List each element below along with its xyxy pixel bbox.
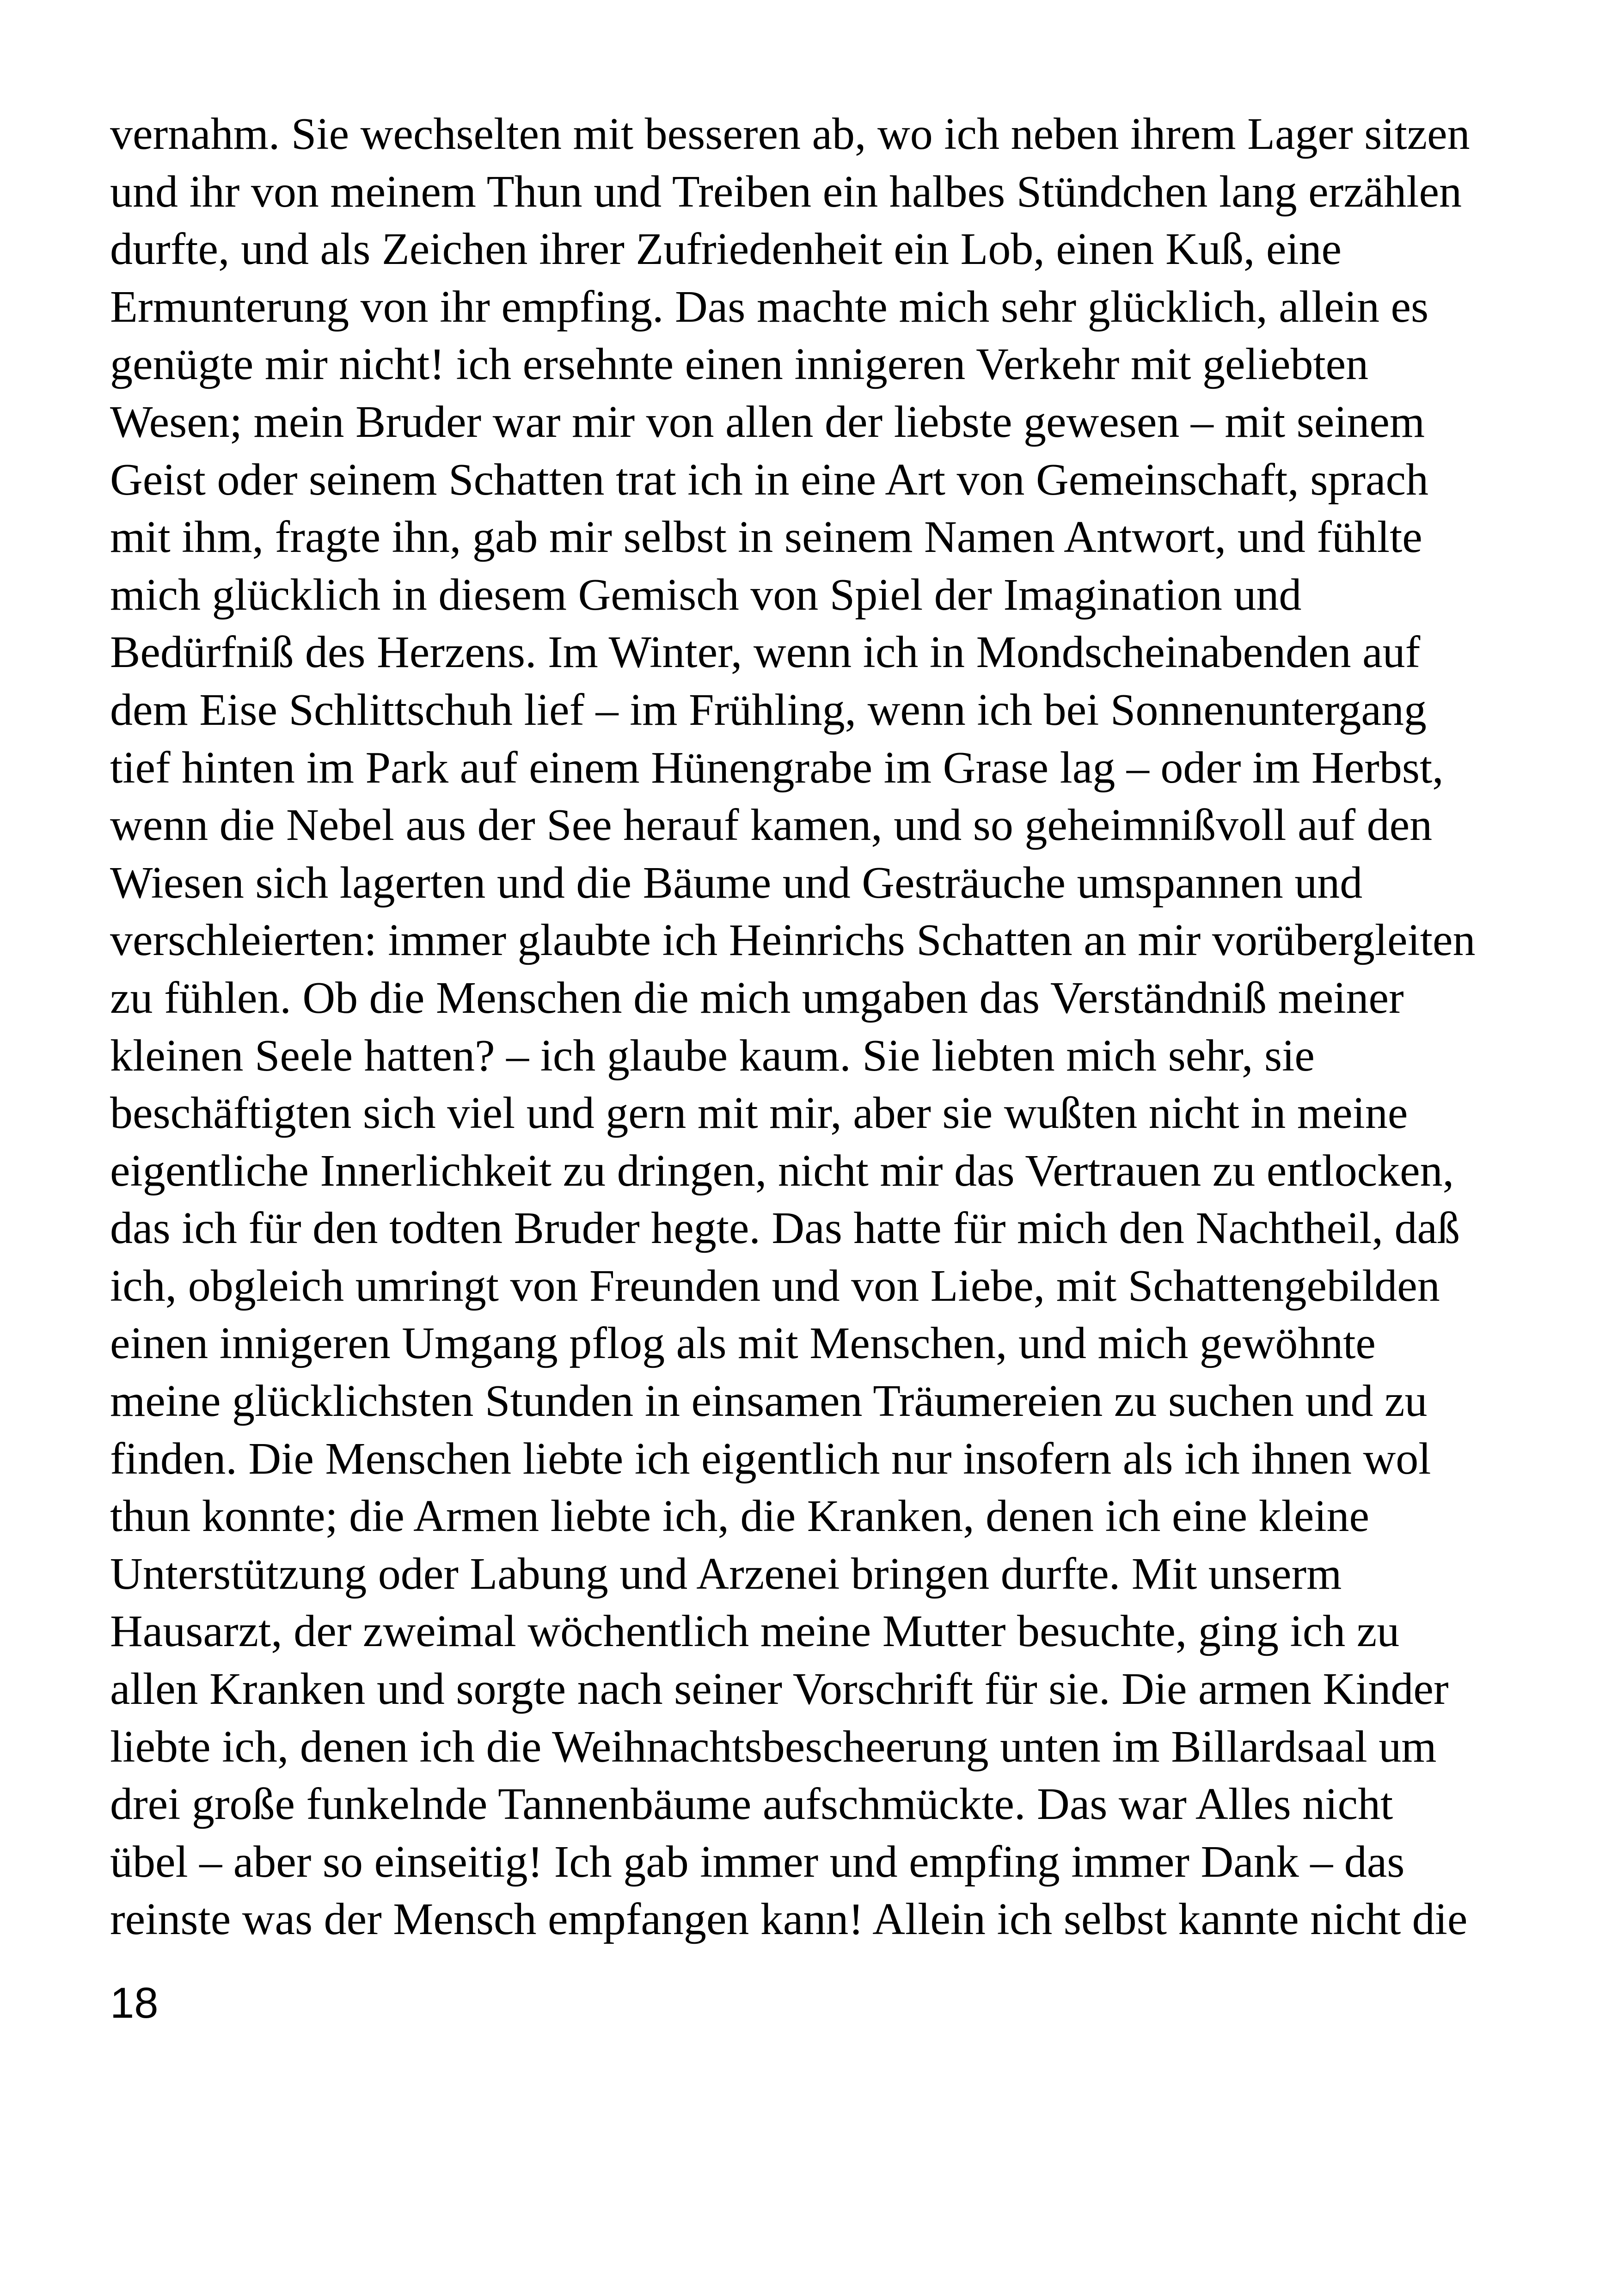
text-line: eigentliche Innerlichkeit zu dringen, nicht mir das Vertrauen zu entlocken, — [110, 1145, 1454, 1196]
text-line: allen Kranken und sorgte nach seiner Vorschrift für sie. Die armen Kinder — [110, 1664, 1449, 1714]
text-line: thun konnte; die Armen liebte ich, die Kranken, denen ich eine kleine — [110, 1491, 1370, 1542]
text-line: Geist oder seinem Schatten trat ich in eine Art von Gemeinschaft, sprach — [110, 454, 1429, 505]
text-line: Ermunterung von ihr empfing. Das machte mich sehr glücklich, allein es — [110, 282, 1429, 332]
text-line: mich glücklich in diesem Gemisch von Spiel der Imagination und — [110, 569, 1302, 620]
text-line: Wiesen sich lagerten und die Bäume und Gesträuche umspannen und — [110, 857, 1363, 908]
text-line: Wesen; mein Bruder war mir von allen der liebste gewesen – mit seinem — [110, 397, 1425, 447]
text-line: liebte ich, denen ich die Weihnachtsbescheerung unten im Billardsaal um — [110, 1721, 1437, 1772]
body-text — [110, 105, 1515, 1948]
text-line: zu fühlen. Ob die Menschen die mich umgaben das Verständniß meiner — [110, 973, 1404, 1023]
text-line: beschäftigten sich viel und gern mit mir, aber sie wußten nicht in meine — [110, 1088, 1408, 1139]
text-line: kleinen Seele hatten? – ich glaube kaum. Sie liebten mich sehr, sie — [110, 1030, 1315, 1081]
text-line: dem Eise Schlittschuh lief – im Frühling, wenn ich bei Sonnenuntergang — [110, 685, 1427, 735]
text-line: drei große funkelnde Tannenbäume aufschmückte. Das war Alles nicht — [110, 1779, 1393, 1830]
text-line: und ihr von meinem Thun und Treiben ein halbes Stündchen lang erzählen — [110, 166, 1462, 217]
text-line: ich, obgleich umringt von Freunden und von Liebe, mit Schattengebilden — [110, 1261, 1440, 1311]
text-line: reinste was der Mensch empfangen kann! Allein ich selbst kannte nicht die — [110, 1894, 1468, 1945]
text-line: das ich für den todten Bruder hegte. Das hatte für mich den Nachtheil, daß — [110, 1203, 1460, 1254]
text-line: Unterstützung oder Labung und Arzenei bringen durfte. Mit unserm — [110, 1549, 1342, 1599]
text-line: finden. Die Menschen liebte ich eigentlich nur insofern als ich ihnen wol — [110, 1433, 1431, 1484]
page-number: 18 — [110, 1978, 159, 2027]
text-line: übel – aber so einseitig! Ich gab immer und empfing immer Dank – das — [110, 1837, 1405, 1887]
text-line: Bedürfniß des Herzens. Im Winter, wenn ich in Mondscheinabenden auf — [110, 627, 1421, 678]
text-line: genügte mir nicht! ich ersehnte einen innigeren Verkehr mit geliebten — [110, 339, 1369, 390]
text-line: mit ihm, fragte ihn, gab mir selbst in seinem Namen Antwort, und fühlte — [110, 512, 1422, 563]
text-line: tief hinten im Park auf einem Hünengrabe im Grase lag – oder im Herbst, — [110, 742, 1444, 793]
text-line: einen innigeren Umgang pflog als mit Menschen, und mich gewöhnte — [110, 1318, 1376, 1369]
text-line: Hausarzt, der zweimal wöchentlich meine Mutter besuchte, ging ich zu — [110, 1606, 1400, 1657]
text-line: wenn die Nebel aus der See herauf kamen, und so geheimnißvoll auf den — [110, 800, 1433, 851]
text-line: meine glücklichsten Stunden in einsamen Träumereien zu suchen und zu — [110, 1376, 1428, 1427]
text-line: verschleierten: immer glaubte ich Heinrichs Schatten an mir vorübergleiten — [110, 915, 1476, 966]
text-line: durfte, und als Zeichen ihrer Zufriedenheit ein Lob, einen Kuß, eine — [110, 224, 1342, 275]
text-line: vernahm. Sie wechselten mit besseren ab, wo ich neben ihrem Lager sitzen — [110, 109, 1470, 159]
